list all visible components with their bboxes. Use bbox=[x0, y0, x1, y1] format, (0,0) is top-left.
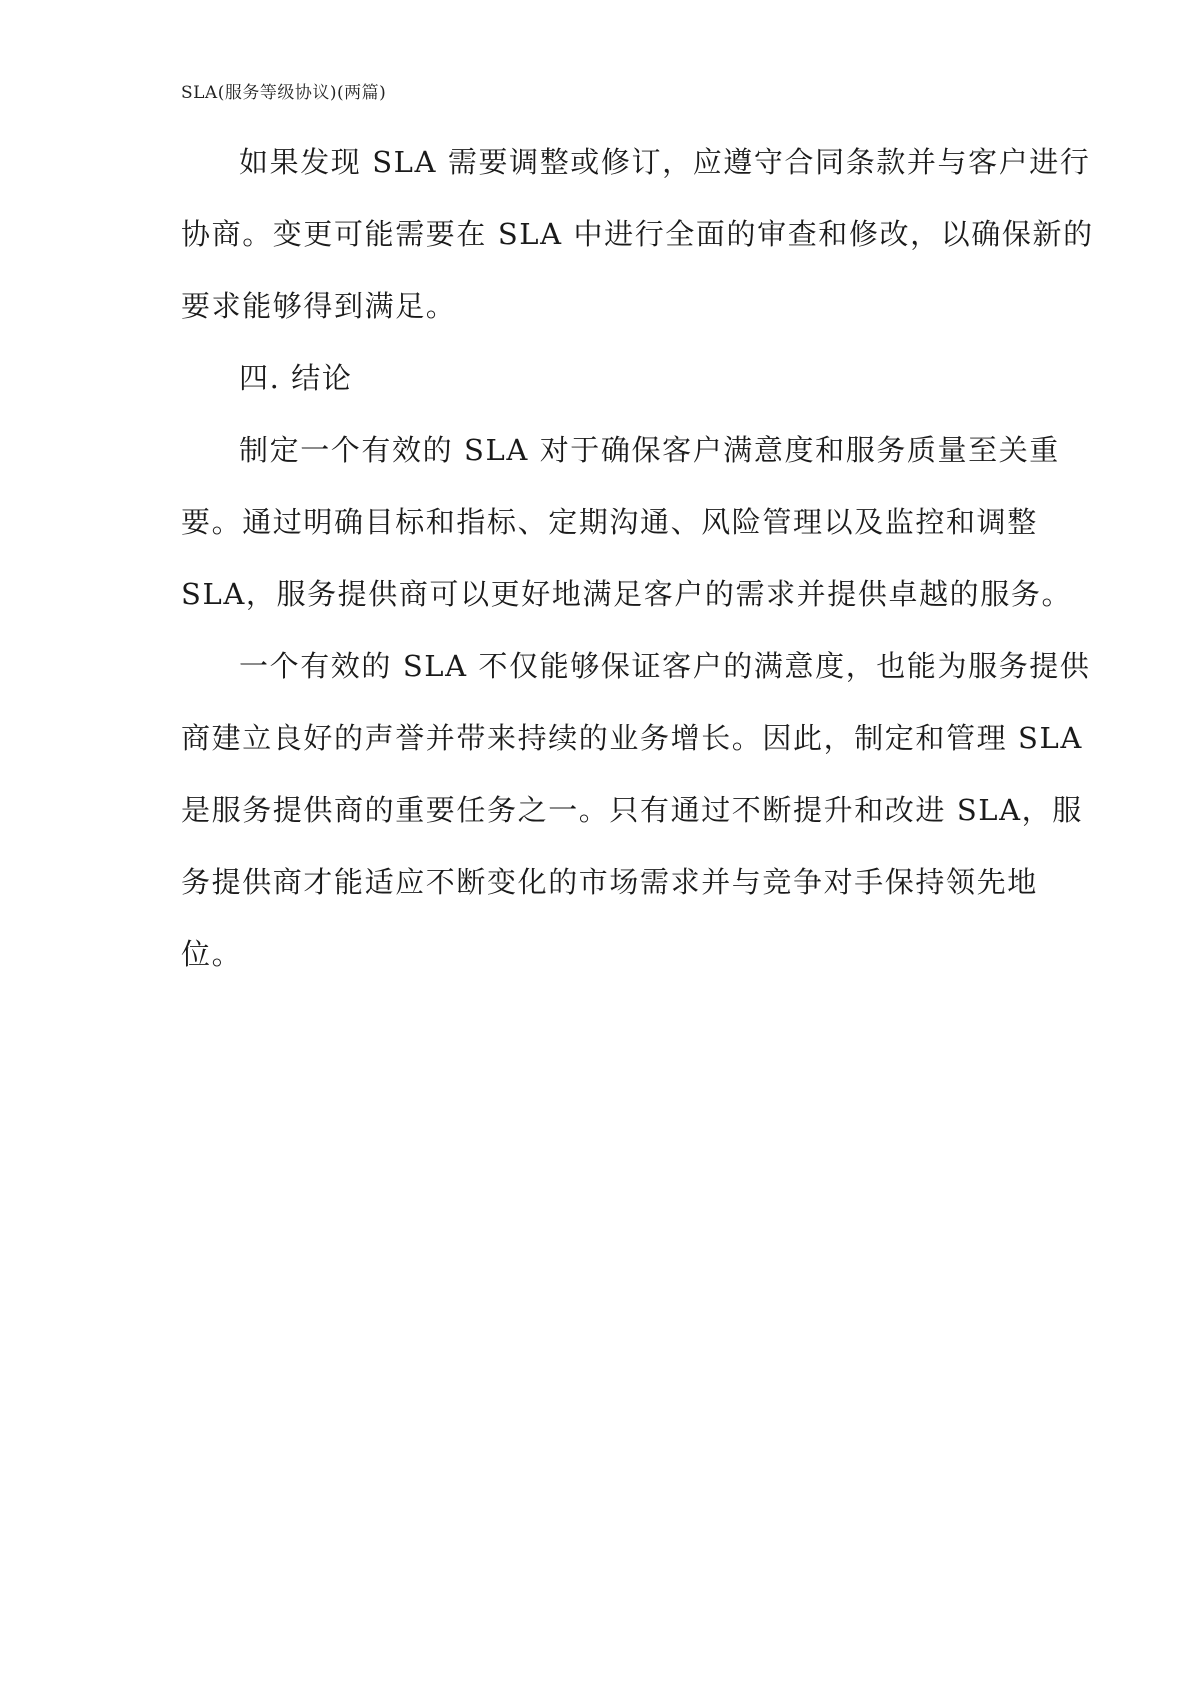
text-line: 一个有效的 SLA 不仅能够保证客户的满意度，也能为服务提供 bbox=[239, 649, 1091, 683]
page-header: SLA(服务等级协议)(两篇) bbox=[181, 83, 387, 103]
section-heading: 四. 结论 bbox=[239, 361, 353, 395]
document-body bbox=[181, 138, 1094, 1002]
text-line: 协商。变更可能需要在 SLA 中进行全面的审查和修改，以确保新的 bbox=[181, 217, 1094, 251]
text-line: 务提供商才能适应不断变化的市场需求并与竞争对手保持领先地 bbox=[181, 865, 1038, 899]
text-line: SLA，服务提供商可以更好地满足客户的需求并提供卓越的服务。 bbox=[181, 577, 1073, 611]
text-line: 位。 bbox=[181, 937, 243, 971]
text-line: 要求能够得到满足。 bbox=[181, 289, 457, 323]
text-line: 要。通过明确目标和指标、定期沟通、风险管理以及监控和调整 bbox=[181, 505, 1038, 539]
text-line: 制定一个有效的 SLA 对于确保客户满意度和服务质量至关重 bbox=[239, 433, 1060, 467]
text-line: 如果发现 SLA 需要调整或修订，应遵守合同条款并与客户进行 bbox=[239, 145, 1091, 179]
text-line: 是服务提供商的重要任务之一。只有通过不断提升和改进 SLA，服 bbox=[181, 793, 1083, 827]
text-line: 商建立良好的声誉并带来持续的业务增长。因此，制定和管理 SLA bbox=[181, 721, 1083, 755]
